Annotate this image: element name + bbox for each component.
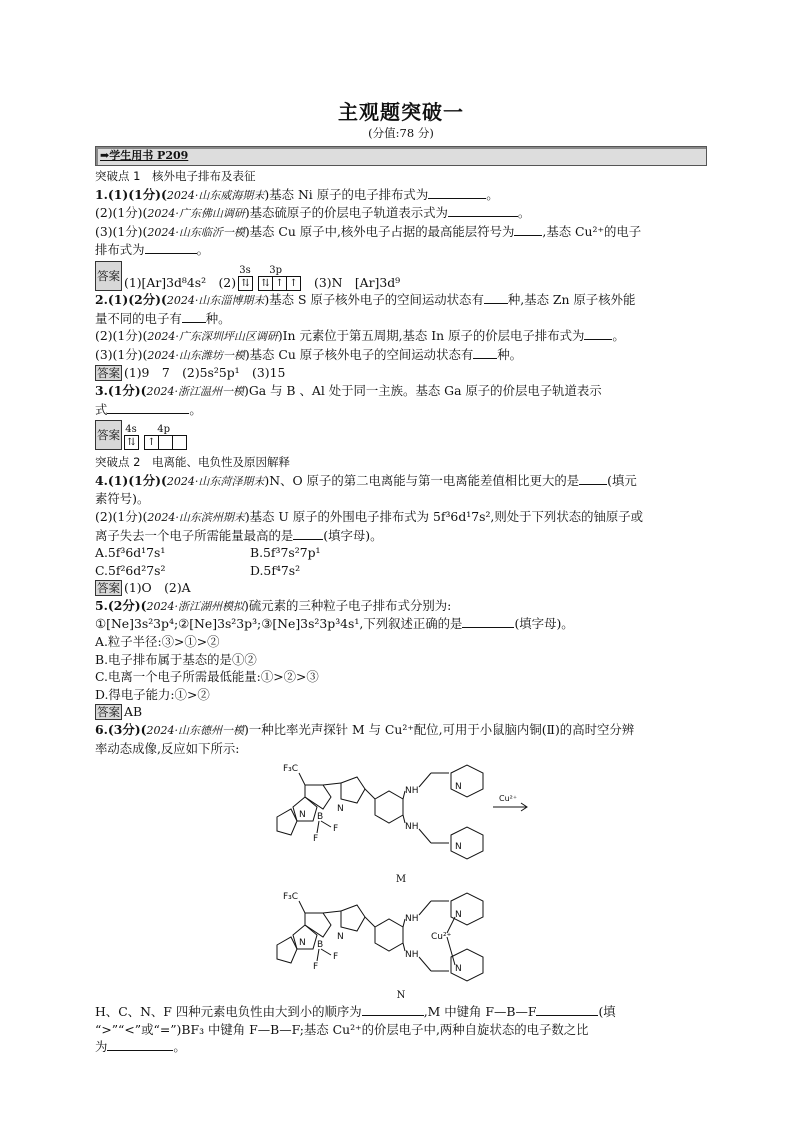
q2-line4: (3)(1分)(2024·山东潍坊一模)基态 Cu 原子核外电子的空间运动状态有 种。 — [95, 346, 523, 362]
svg-text:NH: NH — [405, 914, 419, 925]
molecule-m-label: M — [395, 874, 407, 886]
page — [95, 100, 707, 1056]
q5-line1: 5.(2分)(2024·浙江湖州模拟)硫元素的三种粒子电子排布式分别为: — [95, 597, 452, 613]
svg-text:N: N — [455, 782, 462, 793]
page-title: 主观题突破一 — [338, 100, 464, 124]
answer-blank — [579, 472, 607, 485]
q4-answer: 答案 (1)O (2)A — [97, 580, 191, 596]
svg-text:N: N — [337, 932, 344, 943]
q4-line2: 素符号)。 — [95, 491, 150, 507]
q4-line4: 离子失去一个电子所需能量最高的是 (填字母)。 — [95, 527, 383, 543]
q1-answer: 答案 (1)[Ar]3d⁸4s² (2) 3s 3p ⇅ ⇅ ↑ ↑ (3)N [Ar]3d⁹ — [95, 259, 707, 291]
option-c: C.5f²6d²7s² — [95, 562, 166, 578]
answer-blank — [428, 186, 486, 199]
orbital-diagram-4s4p: 4s 4p ⇅ ↑ — [124, 424, 186, 450]
answer-blank — [514, 223, 542, 236]
answer-tag[interactable]: 答案 — [97, 366, 120, 381]
book-reference-bar[interactable]: ➡学生用书 P209 — [95, 146, 707, 166]
section-heading-2: 突破点 2 电离能、电负性及原因解释 — [95, 455, 290, 470]
q2-line2: 量不同的电子有 种。 — [95, 310, 231, 326]
svg-text:B: B — [317, 812, 324, 823]
answer-tag[interactable]: 答案 — [97, 581, 120, 596]
q4-options-row1 — [95, 544, 707, 562]
svg-text:F: F — [313, 834, 319, 845]
option-d: D.得电子能力:①>② — [95, 686, 210, 702]
answer-blank — [473, 346, 497, 359]
answer-tag[interactable]: 答案 — [95, 261, 122, 291]
svg-text:N: N — [455, 842, 462, 853]
q6-line1: 6.(3分)(2024·山东德州一模)一种比率光声探针 M 与 Cu²⁺配位,可用于小鼠脑内铜(Ⅱ)的高时空分辨 — [95, 722, 635, 738]
q3-line2: 式 。 — [95, 401, 202, 417]
q1-line3: (3)(1分)(2024·山东临沂一模)基态 Cu 原子中,核外电子占据的最高能层符号为 ,基态 Cu²⁺的电子 — [95, 223, 642, 239]
answer-blank — [145, 241, 197, 254]
page-subtitle: (分值:78 分) — [368, 126, 434, 140]
answer-blank — [362, 1003, 424, 1016]
answer-blank — [107, 401, 189, 414]
answer-blank — [293, 527, 323, 540]
svg-text:Cu²⁺: Cu²⁺ — [499, 794, 518, 804]
option-c: C.电离一个电子所需最低能量:①>②>③ — [95, 669, 319, 685]
svg-text:N: N — [337, 804, 344, 815]
q2-line1: 2.(1)(2分)(2024·山东淄博期末)基态 S 原子核外电子的空间运动状态有 种,基态 Zn 原子核外能 — [95, 291, 636, 307]
svg-text:F: F — [333, 952, 339, 963]
answer-blank — [584, 327, 612, 340]
q6-line4: “>”“<”或“=”)BF₃ 中键角 F—B—F;基态 Cu²⁺的价层电子中,两种自旋状态的电子数之比 — [95, 1021, 589, 1037]
q1-line1: 1.(1)(1分)(2024·山东威海期末)基态 Ni 原子的电子排布式为 。 — [95, 186, 499, 202]
svg-text:F: F — [333, 824, 339, 835]
option-a: A.5f³6d¹7s¹ — [95, 545, 166, 561]
q1-line2: (2)(1分)(2024·广东佛山调研)基态硫原子的价层电子轨道表示式为 。 — [95, 205, 531, 221]
q6-line2: 率动态成像,反应如下所示: — [95, 740, 240, 756]
answer-blank — [182, 310, 206, 323]
answer-blank — [107, 1038, 173, 1051]
answer-blank — [448, 204, 518, 217]
option-d: D.5f⁴7s² — [250, 562, 301, 578]
option-a: A.粒子半径:③>①>② — [95, 634, 220, 650]
q4-options-row2 — [95, 562, 707, 580]
svg-text:N: N — [299, 938, 306, 949]
molecule-n-label: N — [396, 990, 406, 1002]
svg-text:F₃C: F₃C — [283, 764, 299, 775]
q2-line3: (2)(1分)(2024·广东深圳坪山区调研)In 元素位于第五周期,基态 In 原子的价层电子排布式为 。 — [95, 328, 625, 344]
molecule-m-figure — [95, 759, 707, 885]
q4-line3: (2)(1分)(2024·山东滨州期末)基态 U 原子的外围电子排布式为 5f³6d¹7s²,则处于下列状态的铀原子或 — [95, 508, 644, 524]
q6-line3: H、C、N、F 四种元素电负性由大到小的顺序为 ,M 中键角 F—B—F (填 — [95, 1004, 616, 1020]
answer-tag[interactable]: 答案 — [95, 420, 122, 450]
option-b: B.5f³7s²7p¹ — [250, 545, 321, 561]
svg-text:NH: NH — [405, 786, 419, 797]
svg-text:N: N — [455, 964, 462, 975]
orbital-diagram-3s3p: 3s 3p ⇅ ⇅ ↑ ↑ — [238, 265, 300, 291]
q6-line5: 为 。 — [95, 1039, 186, 1055]
svg-text:NH: NH — [405, 950, 419, 961]
q4-line1: 4.(1)(1分)(2024·山东菏泽期末)N、O 原子的第二电离能与第一电离能差值相比更大的是 (填元 — [95, 472, 637, 488]
molecule-n-structure — [271, 887, 531, 987]
svg-text:B: B — [317, 940, 324, 951]
option-b: B.电子排布属于基态的是①② — [95, 651, 257, 667]
svg-text:N: N — [455, 910, 462, 921]
molecule-m-structure — [271, 759, 531, 869]
svg-text:F₃C: F₃C — [283, 892, 299, 903]
q5-line2: ①[Ne]3s²3p⁴;②[Ne]3s²3p³;③[Ne]3s²3p³4s¹,下列叙述正确的是 (填字母)。 — [95, 616, 574, 632]
answer-blank — [536, 1003, 598, 1016]
section-heading-1: 突破点 1 核外电子排布及表征 — [95, 169, 256, 183]
answer-blank — [484, 291, 508, 304]
answer-tag[interactable]: 答案 — [97, 705, 120, 720]
svg-text:Cu²⁺: Cu²⁺ — [431, 932, 452, 943]
molecule-n-figure — [95, 887, 707, 1001]
svg-text:F: F — [313, 962, 319, 973]
q3-line1: 3.(1分)(2024·浙江温州一模)Ga 与 B 、Al 处于同一主族。基态 Ga 原子的价层电子轨道表示 — [95, 382, 602, 398]
q1-line4: 排布式为 。 — [95, 242, 209, 258]
q5-answer: 答案 AB — [97, 704, 143, 720]
answer-blank — [462, 615, 514, 628]
svg-text:N: N — [299, 810, 306, 821]
q2-answer: 答案 (1)9 7 (2)5s²5p¹ (3)15 — [97, 365, 286, 381]
svg-text:NH: NH — [405, 822, 419, 833]
q3-answer — [95, 418, 707, 450]
